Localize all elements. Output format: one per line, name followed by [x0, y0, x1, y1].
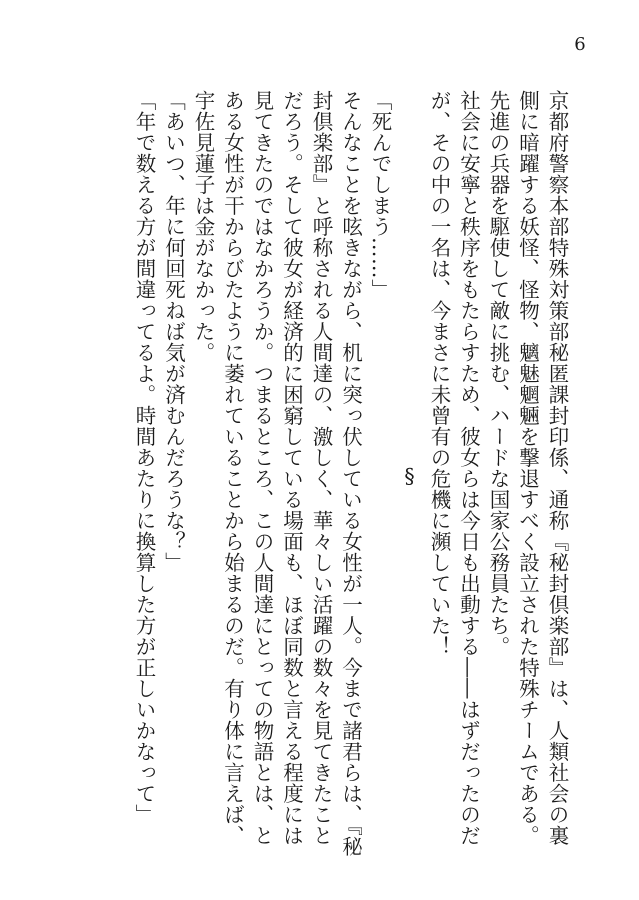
page-number: 6 [574, 34, 586, 55]
paragraph-intro: 京都府警察本部特殊対策部秘匿課封印係、通称『秘封倶楽部』は、人類社会の裏側に暗躍する妖怪、怪物、魑魅魍魎を撃退すべく設立された特殊チームである。 [515, 90, 569, 846]
paragraph-weapons: 先進の兵器を駆使して敵に挑む、ハードな国家公務員たち。 [486, 90, 510, 657]
dialogue-line: 「あいつ、年に何回死ねば気が済むんだろうな？」 [161, 90, 186, 573]
dialogue-line: 「死んでしまう……」 [368, 90, 392, 300]
paragraph-narration: そんなことを呟きながら、机に突っ伏している女性が一人。今まで諸君らは、『秘封倶楽部』と呼称される人間達の、激しく、華々しい活躍の数々を見てきたことだろう。そして彼女が経済的に困窮している場面も、ほぼ同数と言える程度には見てきたのではなかろうか。つまるところ、この人間達にとっての物語とは、とある女性が干からびたように萎れていることから始まるのだ。有り体に言えば、宇佐見蓮子は金がなかった。 [191, 90, 363, 857]
vertical-body-text [63, 90, 571, 860]
paragraph-crisis: 社会に安寧と秩序をもたらすため、彼女らは今日も出動する――はずだったのだが、その中の一名は、今まさに未曾有の危機に瀕していた！ [427, 90, 481, 846]
section-mark: § [397, 463, 422, 489]
dialogue-line: 「年で数える方が間違ってるよ。時間あたりに換算した方が正しいかなって」 [132, 90, 156, 825]
